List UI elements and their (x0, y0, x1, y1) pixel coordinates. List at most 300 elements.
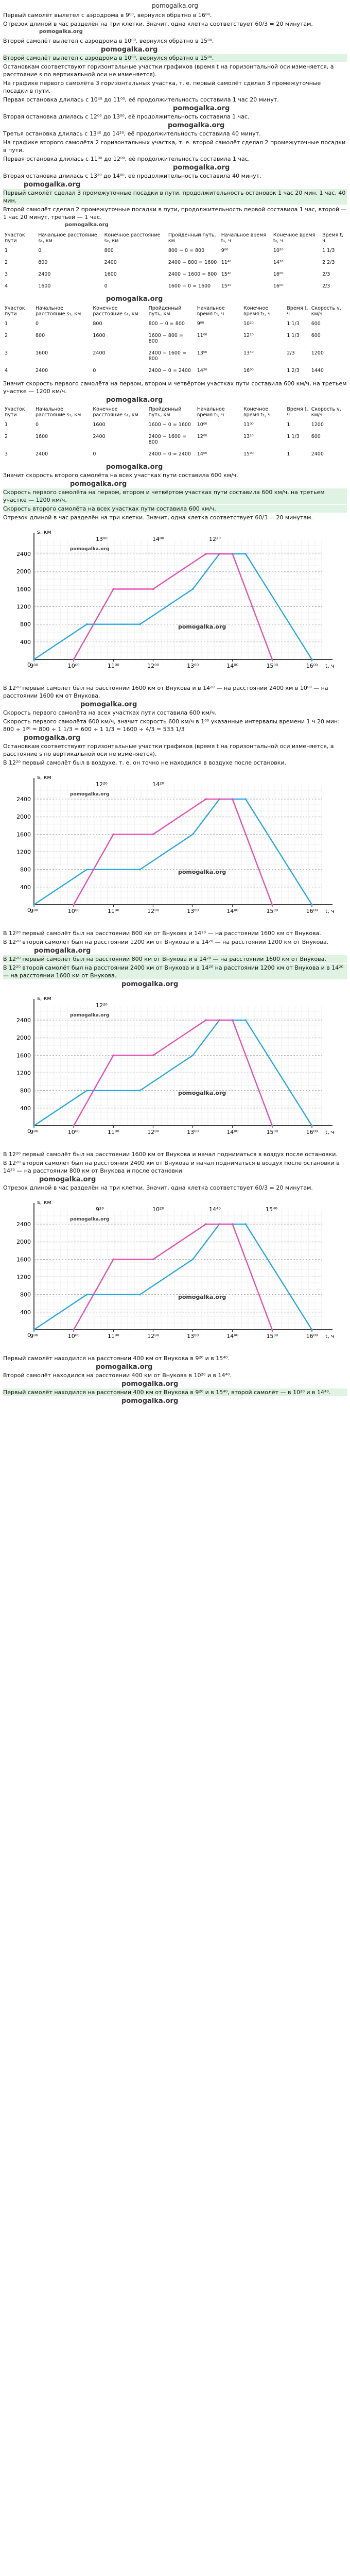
table-cell: 2400 (36, 451, 48, 457)
data-point (33, 658, 35, 660)
paragraph: Второй самолёт вылетел с аэродрома в 10⁰⁰, вернулся обратно в 15⁰⁰. (3, 38, 214, 44)
paragraph-highlight: Скорость первого самолёта на первом, втором и четвёртом участках пути составила 600 км/ч, на третьем участке — 1200 км/ч. (3, 488, 347, 504)
table-cell: 1600 (104, 272, 117, 277)
data-point (86, 869, 88, 871)
table-cell: 4 (5, 368, 8, 374)
y-tick-label: 1200 (16, 1070, 31, 1077)
x-tick-label: 11⁰⁰ (107, 663, 119, 669)
table-cell: 800 − 0 = 800 (148, 321, 185, 327)
paragraph: Отрезок длиной в час разделён на три клетки. Значит, одна клетка соответствует 60/3 = 20 минутам. (3, 21, 313, 27)
data-point (139, 869, 141, 871)
data-point (205, 1223, 207, 1225)
annotation-label: 13⁰⁰ (96, 536, 108, 543)
table-header: Пройденный путь, км (148, 306, 182, 317)
table-cell: 10²⁰ (243, 321, 254, 327)
paragraph: Третья остановка длилась с 13⁴⁰ до 14²⁰, её продолжительность составила 40 минут. (3, 130, 261, 137)
x-tick-label: 10⁰⁰ (67, 1333, 80, 1340)
annotation-label: 14⁰⁰ (152, 536, 164, 543)
x-tick-label: 13⁰⁰ (187, 663, 199, 669)
paragraph: Первая остановка длилась с 10⁴⁰ до 11⁰⁰, её продолжительность составила 1 час 20 минут. (3, 96, 279, 103)
data-point (192, 1259, 194, 1261)
watermark: pomogalka.org (70, 480, 127, 488)
data-point (152, 834, 154, 836)
table-cell: 2 (5, 434, 8, 439)
paragraph: Второй самолёт сделал 2 промежуточные посадки в пути, продолжительность первой составила 1 час, второй — 1 час 20 минут, третьей — 1 час. (3, 206, 347, 221)
data-point (244, 1019, 247, 1021)
table-cell: 12⁰⁰ (197, 434, 207, 439)
x-tick-label: 16⁰⁰ (306, 1129, 318, 1136)
table-cell: 13⁰⁰ (197, 350, 207, 356)
data-point (112, 588, 114, 590)
watermark: pomogalka.org (173, 164, 230, 172)
table-cell: 800 − 0 = 800 (168, 248, 205, 253)
data-point (73, 1125, 75, 1127)
data-point (152, 1259, 154, 1261)
data-point (232, 1223, 234, 1225)
table-cell: 14²⁰ (273, 260, 284, 265)
table-cell: 600 (311, 333, 321, 338)
y-tick-label: 2000 (16, 1239, 31, 1246)
watermark: pomogalka.org (178, 1294, 226, 1300)
data-point (244, 553, 247, 555)
table-plane2-speed (3, 405, 347, 460)
data-point (152, 588, 154, 590)
watermark: pomogalka.org (106, 295, 163, 303)
paragraph: Первая остановка длилась с 11⁰⁰ до 12⁰⁰, её продолжительность составила 1 час. (3, 156, 250, 162)
table-cell: 14⁰⁰ (197, 451, 207, 457)
table-cell: 2400 − 800 = 1600 (168, 260, 217, 265)
y-tick-label: 2000 (16, 814, 31, 821)
y-tick-label: 800 (20, 621, 31, 628)
data-point (271, 904, 273, 906)
x-tick-label: 14⁰⁰ (226, 1129, 239, 1136)
table-cell: 10⁰⁰ (197, 422, 207, 428)
table-cell: 2/3 (322, 283, 330, 289)
x-axis-label: t, ч (325, 908, 335, 914)
table-cell: 2400 (38, 272, 51, 277)
table-cell: 2 2/3 (322, 260, 335, 265)
table-header: Участок пути (5, 406, 25, 418)
y-tick-label: 800 (20, 1087, 31, 1094)
data-point (33, 1125, 35, 1127)
watermark: pomogalka.org (70, 792, 110, 797)
y-tick-label: 2400 (16, 551, 31, 558)
paragraph: Скорость первого самолёта на всех участках пути составила 600 км/ч. (3, 709, 217, 716)
y-tick-label: 2000 (16, 1035, 31, 1042)
table-header: Начальное время t₁, ч (221, 232, 267, 244)
table-cell: 11⁴⁰ (221, 260, 232, 265)
paragraph: В 12²⁰ первый самолёт был на расстоянии 800 км от Внукова и 14²⁰ — на расстоянии 1600 км от Внукова. (3, 930, 321, 937)
data-point (73, 1329, 75, 1331)
paragraph: В 12²⁰ второй самолёт был на расстоянии 2400 км от Внукова и начал подниматься в воздух после остановки в 14²⁰ — на расстоянии 800 км от Внукова и после остановки. (3, 1160, 340, 1174)
table-cell: 4 (5, 283, 8, 289)
data-point (311, 1329, 313, 1331)
paragraph-highlight: Первый самолёт находился на расстоянии 400 км от Внукова в 9²⁰ и в 15⁴⁰, второй самолёт — в 10²⁰ и в 14⁴⁰. (3, 1388, 347, 1396)
table-cell: 2400 (93, 350, 106, 356)
table-header: Конечное расстояние s₂, км (93, 406, 138, 418)
table-header: Время t, ч (287, 406, 308, 418)
y-tick-label: 1200 (16, 1274, 31, 1281)
y-tick-label: 400 (20, 1105, 31, 1112)
watermark: pomogalka.org (121, 1397, 179, 1405)
y-tick-label: 800 (20, 1291, 31, 1298)
table-cell: 1 1/3 (287, 434, 300, 439)
data-point (311, 658, 313, 660)
paragraph: Остановкам соответствуют горизонтальные участки графиков (время t на горизонтальной оси изменяется, а расстояние s по вертикальной оси не изменяется). (3, 743, 334, 757)
origin-label: 0 (27, 907, 31, 913)
table-cell: 1200 (311, 350, 324, 356)
table-cell: 0 (38, 248, 42, 253)
table-cell: 2400 − 1600 = 800 (148, 434, 186, 445)
data-point (33, 1329, 35, 1331)
paragraph-highlight: Скорость второго самолёта на всех участках пути составила 600 км/ч. (3, 505, 347, 513)
table-row (3, 448, 347, 460)
paragraph: В 12²⁰ первый самолёт был в воздухе, т. е. он точно не находился в воздухе после остановки. (3, 759, 287, 766)
y-tick-label: 1200 (16, 849, 31, 856)
data-point (271, 658, 273, 660)
paragraph: Вторая остановка длилась с 13²⁰ до 14⁰⁰, её продолжительность составила 40 минут. (3, 173, 261, 179)
table-header: Время t, ч (322, 232, 344, 244)
paragraph: Отрезок длиной в час разделён на три клетки. Значит, одна клетка соответствует 60/3 = 20 минутам. (3, 514, 313, 521)
y-axis-label: s, км (37, 1199, 51, 1206)
table-cell: 16⁰⁰ (243, 368, 254, 374)
annotation-label: 12²⁰ (209, 536, 221, 543)
paragraph: Вторая остановка длилась с 12⁰⁰ до 13⁰⁰, её продолжительность составила 1 час. (3, 113, 250, 120)
table-cell: 13²⁰ (243, 434, 254, 439)
table-header: Конечное время t₂, ч (243, 406, 271, 418)
annotation-label: 9²⁰ (96, 1206, 104, 1213)
table-cell: 0 (36, 321, 39, 327)
table-cell: 600 (311, 434, 321, 439)
table-cell: 11⁰⁰ (197, 333, 207, 338)
table-row (3, 347, 347, 365)
x-tick-label: 16⁰⁰ (306, 1333, 318, 1340)
table-row (3, 280, 347, 292)
table-cell: 1 1/3 (322, 248, 335, 253)
table-cell: 1600 (93, 422, 106, 428)
data-point (244, 798, 247, 800)
table-cell: 1440 (311, 368, 324, 374)
paragraph: Первый самолёт находился на расстоянии 400 км от Внукова в 9²⁰ и в 15⁴⁰. (3, 1355, 230, 1362)
table-cell: 2400 − 0 = 2400 (148, 451, 191, 457)
x-tick-label: 9⁰⁰ (30, 1333, 38, 1340)
table-cell: 1 (287, 422, 290, 428)
paragraph: Значит скорость второго самолёта на всех участках пути составила 600 км/ч. (3, 472, 238, 479)
annotation-label: 12²⁰ (96, 781, 108, 788)
table-plane1-speed (3, 304, 347, 377)
table-header: Участок пути (5, 232, 25, 244)
x-tick-label: 10⁰⁰ (67, 663, 80, 669)
chart-3 (3, 991, 347, 1147)
y-tick-label: 2000 (16, 568, 31, 575)
x-tick-label: 15⁰⁰ (266, 908, 278, 914)
table-cell: 0 (93, 451, 96, 457)
data-point (86, 623, 88, 625)
data-point (86, 1090, 88, 1092)
table-cell: 1 (5, 422, 8, 428)
table-cell: 15²⁰ (221, 283, 232, 289)
y-tick-label: 2400 (16, 1017, 31, 1024)
watermark: pomogalka.org (178, 1090, 226, 1096)
table-cell: 1 1/3 (287, 333, 300, 338)
x-tick-label: 15⁰⁰ (266, 663, 278, 669)
data-point (112, 1259, 114, 1261)
x-tick-label: 11⁰⁰ (107, 908, 119, 914)
table-cell: 12²⁰ (243, 333, 254, 338)
table-header: Начальное время t₁, ч (197, 306, 225, 317)
table-cell: 13⁴⁰ (243, 350, 254, 356)
table-header: Участок пути (5, 306, 25, 317)
data-point (33, 904, 35, 906)
annotation-label: 15⁴⁰ (266, 1206, 277, 1213)
origin-label: 0 (27, 1128, 31, 1134)
x-tick-label: 16⁰⁰ (306, 908, 318, 914)
data-point (139, 623, 141, 625)
table-cell: 1 2/3 (287, 368, 300, 374)
x-axis-label: t, ч (325, 663, 335, 669)
x-tick-label: 9⁰⁰ (30, 663, 38, 669)
x-tick-label: 9⁰⁰ (30, 1129, 38, 1136)
data-point (139, 1090, 141, 1092)
data-point (311, 904, 313, 906)
table-header: Конечное расстояние s₂, км (93, 306, 138, 317)
table-cell: 11⁰⁰ (243, 422, 254, 428)
table-cell: 15⁰⁰ (243, 451, 254, 457)
watermark: pomogalka.org (121, 980, 179, 988)
table-cell: 2400 − 0 = 2400 (148, 368, 191, 374)
table-header: Начальное расстояние s₁, км (36, 306, 81, 317)
table-row (3, 419, 347, 431)
table-cell: 800 (104, 248, 114, 253)
table-cell: 2400 (104, 260, 117, 265)
data-point (205, 798, 207, 800)
table-cell: 1 1/3 (287, 321, 300, 327)
table-header: Начальное расстояние s₁, км (38, 232, 97, 244)
table-header: Конечное расстояние s₂, км (104, 232, 161, 244)
x-tick-label: 9⁰⁰ (30, 908, 38, 914)
data-point (232, 798, 234, 800)
table-cell: 14²⁰ (197, 368, 207, 374)
paragraph: Значит скорость первого самолёта на первом, втором и четвёртом участках пути составила 600 км/ч, на третьем участке — 1200 км/ч. (3, 380, 347, 395)
watermark: pomogalka.org (121, 1380, 179, 1388)
x-tick-label: 13⁰⁰ (187, 1129, 199, 1136)
table-header: Пройденный путь, км (148, 406, 182, 418)
x-axis-label: t, ч (325, 1333, 335, 1340)
watermark: pomogalka.org (178, 869, 226, 875)
table-header: Скорость v, км/ч (311, 306, 341, 317)
origin-label: 0 (27, 1332, 31, 1338)
table-cell: 2 (5, 333, 8, 338)
watermark: pomogalka.org (168, 122, 225, 129)
x-tick-label: 14⁰⁰ (226, 908, 239, 914)
watermark: pomogalka.org (106, 396, 163, 404)
table-cell: 1600 − 800 = 800 (148, 333, 183, 344)
table-row (3, 330, 347, 347)
table-cell: 9⁰⁰ (197, 321, 204, 327)
y-tick-label: 400 (20, 638, 31, 646)
table-cell: 2/3 (287, 350, 295, 356)
x-tick-label: 14⁰⁰ (226, 1333, 239, 1340)
data-point (112, 1055, 114, 1057)
table-row (3, 245, 347, 257)
table-cell: 2400 − 1600 = 800 (168, 272, 217, 277)
watermark: pomogalka.org (39, 29, 83, 35)
chart-2 (3, 770, 347, 926)
table-cell: 0 (36, 422, 39, 428)
data-point (86, 1294, 88, 1296)
x-tick-label: 15⁰⁰ (266, 1333, 278, 1340)
table-cell: 1600 − 0 = 1600 (148, 422, 191, 428)
y-tick-label: 1600 (16, 1052, 31, 1059)
watermark: pomogalka.org (106, 463, 163, 471)
annotation-label: 14²⁰ (152, 781, 164, 788)
table-cell: 3 (5, 350, 8, 356)
watermark: pomogalka.org (173, 105, 230, 112)
paragraph: Скорость первого самолёта 600 км/ч, значит скорость 600 км/ч в 1⁰⁰ указанные интервалы времени 1 ч 20 мин: 800 ÷ 1²⁰ = 800 ÷ 1 1/3 = 600 ÷ 1 1/3 = 1600 ÷ 4/3 = 533 1/3 (3, 718, 340, 733)
x-tick-label: 13⁰⁰ (187, 1333, 199, 1340)
y-tick-label: 1200 (16, 603, 31, 611)
table-cell: 600 (311, 321, 321, 327)
paragraph: Первый самолёт вылетел с аэродрома в 9⁰⁰, вернулся обратно в 16⁰⁰. (3, 12, 212, 19)
table-cell: 1 (5, 321, 8, 327)
annotation-label: 12²⁰ (96, 1002, 108, 1009)
y-tick-label: 2400 (16, 796, 31, 803)
x-tick-label: 14⁰⁰ (226, 663, 239, 669)
table-cell: 1600 − 0 = 1600 (168, 283, 211, 289)
table-row (3, 431, 347, 448)
y-tick-label: 2400 (16, 1221, 31, 1228)
table-cell: 1200 (311, 422, 324, 428)
table-cell: 1600 (93, 333, 106, 338)
x-axis-label: t, ч (325, 1129, 335, 1136)
data-point (232, 553, 234, 555)
table-cell: 800 (93, 321, 102, 327)
watermark: pomogalka.org (101, 46, 158, 54)
table-cell: 2 (5, 260, 8, 265)
x-tick-label: 10⁰⁰ (67, 908, 80, 914)
table-cell: 0 (93, 368, 96, 374)
origin-label: 0 (27, 662, 31, 668)
annotation-label: 14⁴⁰ (209, 1206, 221, 1213)
table-cell: 0 (104, 283, 108, 289)
x-tick-label: 10⁰⁰ (67, 1129, 80, 1136)
watermark: pomogalka.org (80, 701, 137, 708)
table-header: Скорость v, км/ч (311, 406, 341, 418)
x-tick-label: 12⁰⁰ (147, 1333, 159, 1340)
y-tick-label: 1600 (16, 1256, 31, 1263)
watermark: pomogalka.org (24, 734, 81, 742)
data-point (73, 658, 75, 660)
data-point (271, 1125, 273, 1127)
table-cell: 3 (5, 451, 8, 457)
data-point (192, 1055, 194, 1057)
data-point (205, 1019, 207, 1021)
y-axis-label: s, км (37, 774, 51, 781)
paragraph: В 12²⁰ второй самолёт был на расстоянии 1200 км от Внукова и в 14²⁰ — на расстоянии 1200 км от Внукова. (3, 939, 329, 945)
paragraph-highlight: Первый самолёт сделал 3 промежуточные посадки в пути, продолжительность остановок 1 час 20 мин, 1 час, 40 мин. (3, 189, 347, 205)
table-cell: 15⁴⁰ (221, 272, 232, 277)
y-axis-label: s, км (37, 529, 51, 535)
table-cell: 800 (36, 333, 45, 338)
table-row (3, 257, 347, 268)
table-header: Пройденный путь, км (168, 232, 216, 244)
annotation-label: 10²⁰ (152, 1206, 164, 1213)
data-point (205, 553, 207, 555)
table-header: Время t, ч (287, 306, 308, 317)
x-tick-label: 12⁰⁰ (147, 663, 159, 669)
x-tick-label: 15⁰⁰ (266, 1129, 278, 1136)
table-cell: 16⁰⁰ (273, 283, 284, 289)
data-point (192, 588, 194, 590)
data-point (152, 1055, 154, 1057)
data-point (244, 1223, 247, 1225)
y-tick-label: 800 (20, 866, 31, 873)
table-cell: 16⁰⁰ (273, 272, 284, 277)
table-row (3, 365, 347, 377)
data-point (112, 834, 114, 836)
table-cell: 2400 (93, 434, 106, 439)
site-tag: pomogalka.org (152, 2, 198, 9)
chart-4 (3, 1195, 347, 1351)
x-tick-label: 12⁰⁰ (147, 908, 159, 914)
watermark: pomogalka.org (70, 547, 110, 552)
chart-1 (3, 524, 347, 681)
table-cell: 1600 (36, 434, 48, 439)
table-cell: 1 (5, 248, 8, 253)
data-point (73, 904, 75, 906)
paragraph: В 12²⁰ первый самолёт был на расстоянии 1600 км от Внукова и в 14²⁰ — на расстоянии 2400 км в 10⁰⁰ — на расстоянии 1600 км от Внукова. (3, 685, 328, 699)
data-point (139, 1294, 141, 1296)
x-tick-label: 11⁰⁰ (107, 1129, 119, 1136)
y-tick-label: 400 (20, 1309, 31, 1316)
paragraph: Отрезок длиной в час разделён на три клетки. Значит, одна клетка соответствует 60/3 = 20 минутам. (3, 1184, 313, 1191)
table-header: Конечное время t₂, ч (243, 306, 271, 317)
paragraph: Остановкам соответствуют горизонтальные участки графиков (время t на горизонтальной оси изменяется, а расстояние s по вертикальной оси не изменяется). (3, 63, 334, 78)
watermark: pomogalka.org (24, 181, 81, 189)
watermark: pomogalka.org (65, 222, 109, 228)
watermark: pomogalka.org (70, 1013, 110, 1018)
x-tick-label: 11⁰⁰ (107, 1333, 119, 1340)
table-cell: 2/3 (322, 272, 330, 277)
paragraph: На графике первого самолёта 3 горизонтальных участка, т. е. первый самолёт сделал 3 промежуточные посадки в пути. (3, 80, 321, 94)
x-tick-label: 13⁰⁰ (187, 908, 199, 914)
watermark: pomogalka.org (34, 947, 91, 955)
watermark: pomogalka.org (39, 1176, 96, 1183)
x-tick-label: 16⁰⁰ (306, 663, 318, 669)
paragraph-highlight: В 12²⁰ первый самолёт был на расстоянии 800 км от Внукова и в 14²⁰ — на расстоянии 1600 км от Внукова. (3, 955, 347, 963)
y-tick-label: 400 (20, 884, 31, 891)
data-point (271, 1329, 273, 1331)
table-plane1 (3, 231, 347, 292)
paragraph: Второй самолёт находился на расстоянии 400 км от Внукова в 10²⁰ и в 14⁴⁰. (3, 1372, 232, 1379)
table-row (3, 318, 347, 330)
x-tick-label: 12⁰⁰ (147, 1129, 159, 1136)
paragraph-highlight: В 12²⁰ второй самолёт был на расстоянии 2400 км от Внукова и в 14²⁰ на расстоянии 1200 км от Внукова и в 14²⁰ — на расстоянии 1600 км от Внукова. (3, 964, 347, 979)
table-row (3, 268, 347, 280)
table-cell: 800 (38, 260, 48, 265)
table-header: Начальное время t₁, ч (197, 406, 225, 418)
data-point (311, 1125, 313, 1127)
table-cell: 1600 (38, 283, 51, 289)
y-tick-label: 1600 (16, 586, 31, 593)
watermark: pomogalka.org (96, 1363, 153, 1371)
paragraph: На графике второго самолёта 2 горизонтальных участка, т. е. второй самолёт сделал 2 промежуточные посадки в пути. (3, 139, 346, 154)
table-cell: 3 (5, 272, 8, 277)
data-point (232, 1019, 234, 1021)
table-cell: 1600 (36, 350, 48, 356)
table-cell: 2400 (311, 451, 324, 457)
table-header: Начальное расстояние s₁, км (36, 406, 81, 418)
